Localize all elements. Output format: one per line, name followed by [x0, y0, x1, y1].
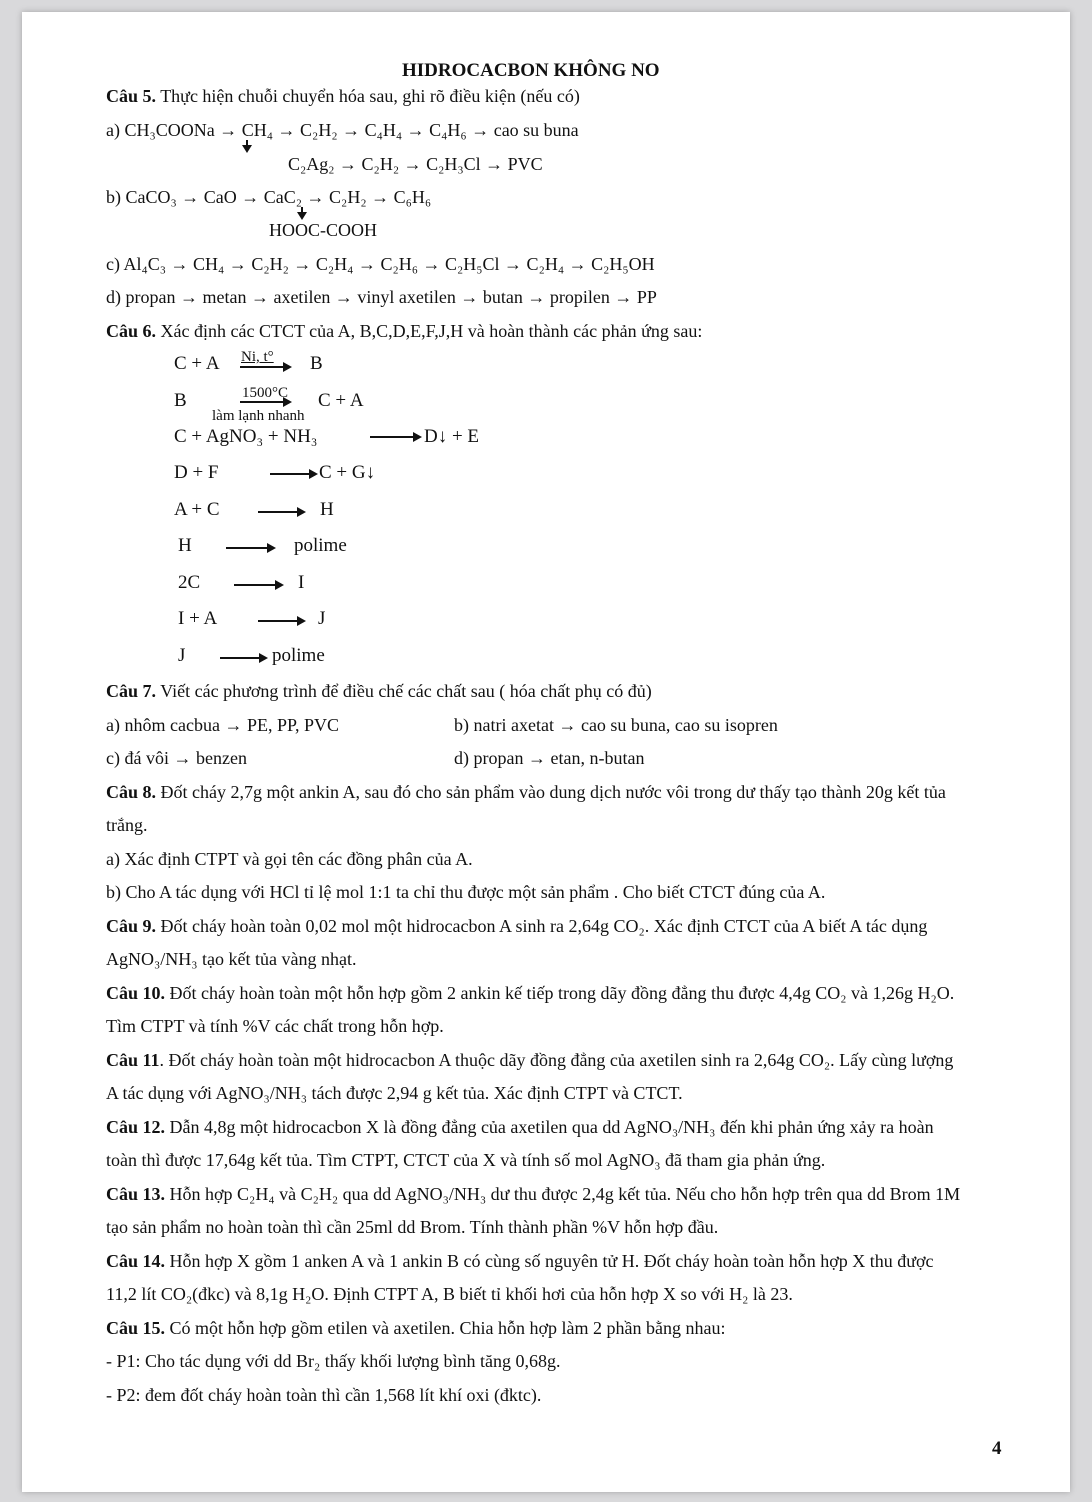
reaction-2-products: C + A [318, 390, 364, 411]
question-label: Câu 12. [106, 1117, 166, 1137]
reaction-5-reactants: A + C [174, 499, 220, 520]
q15-part-1: - P1: Cho tác dụng với dd Br₂ thấy khối lượng bình tăng 0,68g. [106, 1351, 561, 1371]
question-text: Đốt cháy 2,7g một ankin A, sau đó cho sản phẩm vào dung dịch nước vôi trong dư thấy tạo thành 20g kết tủa [156, 782, 946, 802]
question-10 [106, 982, 954, 1004]
q5-chain-b-line1: b) CaCO₃ → CaO → CaC₂ → C₂H₂ → C₆H₆ [106, 187, 432, 207]
question-text: Hỗn hợp X gồm 1 anken A và 1 ankin B có cùng số nguyên tử H. Đốt cháy hoàn toàn hỗn hợp X thu được [165, 1251, 934, 1271]
question-text: Đốt cháy hoàn toàn một hỗn hợp gồm 2 ankin kế tiếp trong dãy đồng đẳng thu được 4,4g CO₂ và 1,26g H₂O. [165, 983, 955, 1003]
q5-chain-c: c) Al₄C₃ → CH₄ → C₂H₂ → C₂H₄ → C₂H₆ → C₂H₅Cl → C₂H₄ → C₂H₅OH [106, 254, 655, 274]
question-10-cont: Tìm CTPT và tính %V các chất trong hỗn hợp. [106, 1016, 444, 1036]
q7-part-c: c) đá vôi → benzen [106, 748, 247, 768]
question-text: Dẫn 4,8g một hidrocacbon X là đồng đẳng của axetilen qua dd AgNO₃/NH₃ đến khi phản ứng xảy ra hoàn [165, 1117, 934, 1137]
question-6 [106, 320, 702, 342]
reaction-arrow-icon [240, 401, 290, 403]
reaction-6-reactants: H [178, 535, 192, 556]
reaction-arrow-icon [234, 584, 282, 586]
reaction-7-products: I [298, 572, 305, 593]
reaction-arrow-icon [226, 547, 274, 549]
q5-chain-b-line2: HOOC-COOH [269, 220, 377, 240]
down-arrow-icon [246, 140, 248, 149]
reaction-6-products: polime [294, 535, 347, 556]
reaction-2-condition-bottom: làm lạnh nhanh [212, 408, 305, 424]
down-arrow-icon [301, 207, 303, 216]
question-label: Câu 13. [106, 1184, 166, 1204]
reaction-1-reactants: C + A [174, 353, 220, 374]
reaction-7-reactants: 2C [178, 572, 201, 593]
reaction-arrow-icon [220, 657, 266, 659]
reaction-2-condition-top: 1500°C [242, 385, 289, 401]
q7-part-d: d) propan → etan, n-butan [454, 748, 645, 768]
question-13-cont: tạo sản phẩm no hoàn toàn thì cần 25ml dd Brom. Tính thành phần %V hỗn hợp đầu. [106, 1217, 719, 1237]
question-13 [106, 1183, 960, 1205]
reaction-2-reactants: B [174, 390, 187, 411]
question-15 [106, 1317, 725, 1339]
question-5 [106, 85, 580, 107]
q15-part-2: - P2: đem đốt cháy hoàn toàn thì cần 1,568 lít khí oxi (đktc). [106, 1385, 542, 1405]
question-14 [106, 1250, 933, 1272]
reaction-4-products: C + G↓ [319, 462, 376, 483]
question-label: Câu 10. [106, 983, 166, 1003]
reaction-arrow-icon [258, 620, 304, 622]
reaction-3-products: D↓ + E [424, 426, 480, 447]
question-11-cont: A tác dụng với AgNO₃/NH₃ tách được 2,94 g kết tủa. Xác định CTPT và CTCT. [106, 1083, 683, 1103]
q5-chain-a-line1: a) CH₃COONa → CH₄ → C₂H₂ → C₄H₄ → C₄H₆ → cao su buna [106, 120, 579, 140]
question-text: Có một hỗn hợp gồm etilen và axetilen. Chia hỗn hợp làm 2 phần bằng nhau: [165, 1318, 726, 1338]
reaction-9-products: polime [272, 645, 325, 666]
question-label: Câu 5. [106, 86, 157, 106]
reaction-9-reactants: J [178, 645, 186, 666]
question-11 [106, 1049, 953, 1071]
reaction-arrow-icon [258, 511, 304, 513]
reaction-8-reactants: I + A [178, 608, 218, 629]
question-12-cont: toàn thì được 17,64g kết tủa. Tìm CTPT, CTCT của X và tính số mol AgNO₃ đã tham gia phản ứng. [106, 1150, 826, 1170]
document-page [22, 12, 1070, 1492]
page-number: 4 [992, 1438, 1002, 1459]
question-text: Hỗn hợp C₂H₄ và C₂H₂ qua dd AgNO₃/NH₃ dư thu được 2,4g kết tủa. Nếu cho hỗn hợp trên qua dd Brom 1M [165, 1184, 961, 1204]
reaction-1-products: B [310, 353, 323, 374]
question-label: Câu 11 [106, 1050, 160, 1070]
document-title: HIDROCACBON KHÔNG NO [402, 60, 660, 81]
q5-chain-a-line2: C₂Ag₂ → C₂H₂ → C₂H₃Cl → PVC [288, 154, 543, 174]
reaction-arrow-icon [240, 366, 290, 368]
reaction-3-reactants: C + AgNO₃ + NH₃ [174, 426, 318, 447]
reaction-5-products: H [320, 499, 334, 520]
reaction-arrow-icon [370, 436, 420, 438]
reaction-arrow-icon [270, 473, 316, 475]
question-text: Đốt cháy hoàn toàn 0,02 mol một hidrocacbon A sinh ra 2,64g CO₂. Xác định CTCT của A biết A tác dụng [156, 916, 928, 936]
reaction-1-condition: Ni, t° [241, 349, 274, 365]
question-text: Viết các phương trình để điều chế các chất sau ( hóa chất phụ có đủ) [156, 681, 652, 701]
question-text: Xác định các CTCT của A, B,C,D,E,F,J,H và hoàn thành các phản ứng sau: [156, 321, 703, 341]
question-text: . Đốt cháy hoàn toàn một hidrocacbon A thuộc dãy đồng đẳng của axetilen sinh ra 2,64g CO₂. Lấy cùng lượng [159, 1050, 954, 1070]
question-7 [106, 680, 652, 702]
reaction-8-products: J [318, 608, 326, 629]
question-label: Câu 7. [106, 681, 157, 701]
question-label: Câu 8. [106, 782, 157, 802]
question-8-cont: trắng. [106, 815, 148, 835]
question-text: Thực hiện chuỗi chuyển hóa sau, ghi rõ điều kiện (nếu có) [156, 86, 580, 106]
question-9 [106, 915, 927, 937]
question-label: Câu 15. [106, 1318, 166, 1338]
q7-part-b: b) natri axetat → cao su buna, cao su isopren [454, 715, 778, 735]
question-label: Câu 6. [106, 321, 157, 341]
q5-chain-d: d) propan → metan → axetilen → vinyl axetilen → butan → propilen → PP [106, 287, 657, 307]
question-9-cont: AgNO₃/NH₃ tạo kết tủa vàng nhạt. [106, 949, 357, 969]
q8-part-a: a) Xác định CTPT và gọi tên các đồng phân của A. [106, 849, 473, 869]
reaction-4-reactants: D + F [174, 462, 219, 483]
question-8 [106, 781, 946, 803]
question-12 [106, 1116, 934, 1138]
q8-part-b: b) Cho A tác dụng với HCl tỉ lệ mol 1:1 ta chỉ thu được một sản phẩm . Cho biết CTCT đúng của A. [106, 882, 826, 902]
q7-part-a: a) nhôm cacbua → PE, PP, PVC [106, 715, 339, 735]
question-label: Câu 14. [106, 1251, 166, 1271]
question-label: Câu 9. [106, 916, 157, 936]
question-14-cont: 11,2 lít CO₂(đkc) và 8,1g H₂O. Định CTPT A, B biết tỉ khối hơi của hỗn hợp X so với H₂ là 23. [106, 1284, 793, 1304]
